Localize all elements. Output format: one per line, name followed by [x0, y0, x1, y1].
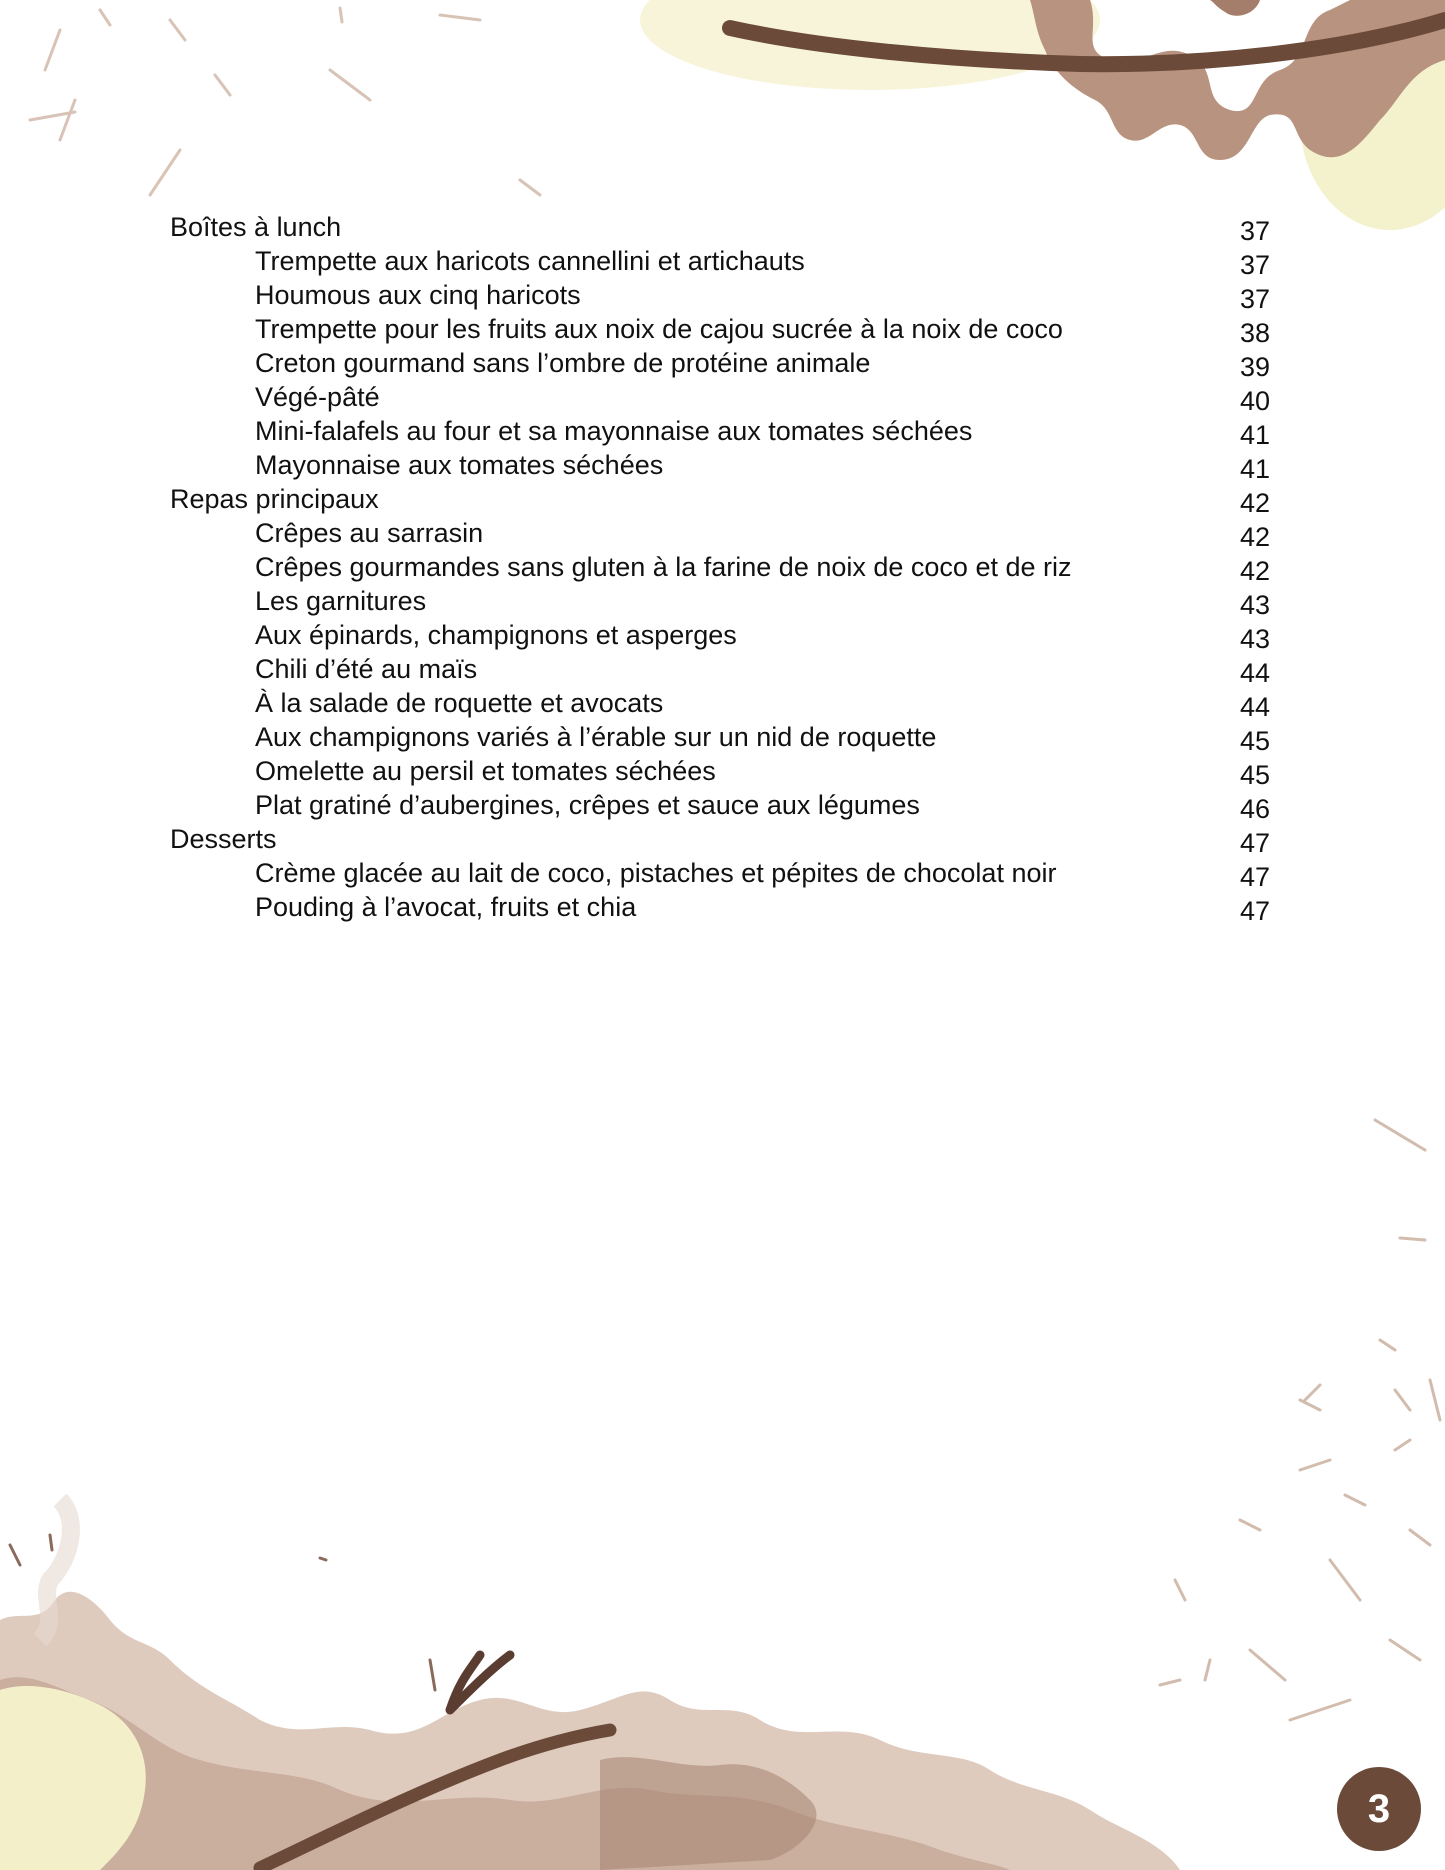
toc-entry[interactable]	[170, 584, 1270, 618]
toc-entry-title: Mini-falafels au four et sa mayonnaise aux tomates séchées	[255, 416, 973, 446]
top-branch	[730, 20, 1445, 64]
toc-entry-title: Boîtes à lunch	[170, 212, 342, 242]
toc-page-number: 40	[1239, 386, 1270, 416]
toc-page-number: 46	[1239, 794, 1270, 824]
toc-page-number: 44	[1239, 692, 1270, 722]
bottom-left-scratches	[10, 1535, 435, 1690]
toc-entry[interactable]	[170, 346, 1270, 380]
toc-entry[interactable]	[170, 890, 1270, 924]
top-left-scratches	[30, 8, 540, 195]
toc-entry-title: Les garnitures	[255, 586, 427, 616]
toc-entry[interactable]	[170, 788, 1270, 822]
toc-entry-title: Creton gourmand sans l’ombre de protéine animale	[255, 348, 871, 378]
top-yellow-wash	[640, 0, 1445, 230]
toc-entry[interactable]	[170, 652, 1270, 686]
toc-entry[interactable]	[170, 686, 1270, 720]
toc-page-number: 37	[1239, 216, 1270, 246]
toc-entry[interactable]	[170, 278, 1270, 312]
toc-entry[interactable]	[170, 516, 1270, 550]
toc-page-number: 45	[1239, 760, 1270, 790]
toc-entry-title: Aux champignons variés à l’érable sur un nid de roquette	[255, 722, 937, 752]
toc-page-number: 37	[1239, 284, 1270, 314]
toc-page-number: 44	[1239, 658, 1270, 688]
toc-page-number: 47	[1239, 896, 1270, 926]
toc-page-number: 42	[1239, 488, 1270, 518]
toc-entry-title: Crêpes gourmandes sans gluten à la farine de noix de coco et de riz	[255, 552, 1072, 582]
toc-page-number: 41	[1239, 420, 1270, 450]
toc-entry-title: Crêpes au sarrasin	[255, 518, 484, 548]
toc-entry[interactable]	[170, 618, 1270, 652]
toc-entry[interactable]	[170, 550, 1270, 584]
toc-section-desserts[interactable]	[170, 822, 1270, 856]
toc-page-number: 43	[1239, 624, 1270, 654]
toc-entry[interactable]	[170, 754, 1270, 788]
bottom-splash	[0, 1500, 1180, 1870]
toc-entry[interactable]	[170, 414, 1270, 448]
toc-page-number: 45	[1239, 726, 1270, 756]
toc-entry-title: Végé-pâté	[255, 382, 380, 412]
toc-page-number: 41	[1239, 454, 1270, 484]
toc-entry[interactable]	[170, 720, 1270, 754]
toc-section-repas-principaux[interactable]	[170, 482, 1270, 516]
toc-page-number: 47	[1239, 828, 1270, 858]
toc-entry[interactable]	[170, 380, 1270, 414]
toc-entry[interactable]	[170, 448, 1270, 482]
toc-section-boites-a-lunch[interactable]	[170, 210, 1270, 244]
toc-entry-title: Trempette aux haricots cannellini et artichauts	[255, 246, 805, 276]
toc-page-number: 37	[1239, 250, 1270, 280]
toc-entry-title: Desserts	[170, 824, 277, 854]
right-scratches	[1160, 1120, 1440, 1720]
toc-page-number: 42	[1239, 556, 1270, 586]
toc-page-number: 47	[1239, 862, 1270, 892]
toc-entry-title: Plat gratiné d’aubergines, crêpes et sauce aux légumes	[255, 790, 920, 820]
toc-entry-title: Repas principaux	[170, 484, 379, 514]
table-of-contents	[170, 210, 1270, 924]
top-brown-splash	[1030, 0, 1445, 160]
toc-page-number: 42	[1239, 522, 1270, 552]
toc-page-number: 39	[1239, 352, 1270, 382]
page-number-badge: 3	[1337, 1767, 1421, 1851]
toc-page-number: 43	[1239, 590, 1270, 620]
bottom-twig	[450, 1655, 510, 1710]
bottom-branch	[260, 1730, 610, 1868]
toc-page-number: 38	[1239, 318, 1270, 348]
toc-entry-title: Chili d’été au maïs	[255, 654, 478, 684]
toc-entry-title: Trempette pour les fruits aux noix de cajou sucrée à la noix de coco	[255, 314, 1063, 344]
toc-entry-title: À la salade de roquette et avocats	[255, 688, 664, 718]
toc-entry[interactable]	[170, 312, 1270, 346]
toc-entry-title: Mayonnaise aux tomates séchées	[255, 450, 664, 480]
bottom-yellow-blob	[0, 1686, 146, 1870]
toc-entry-title: Aux épinards, champignons et asperges	[255, 620, 737, 650]
toc-entry-title: Houmous aux cinq haricots	[255, 280, 581, 310]
toc-entry-title: Crème glacée au lait de coco, pistaches et pépites de chocolat noir	[255, 858, 1057, 888]
toc-entry-title: Omelette au persil et tomates séchées	[255, 756, 716, 786]
toc-entry[interactable]	[170, 244, 1270, 278]
toc-entry-title: Pouding à l’avocat, fruits et chia	[255, 892, 637, 922]
toc-entry[interactable]	[170, 856, 1270, 890]
